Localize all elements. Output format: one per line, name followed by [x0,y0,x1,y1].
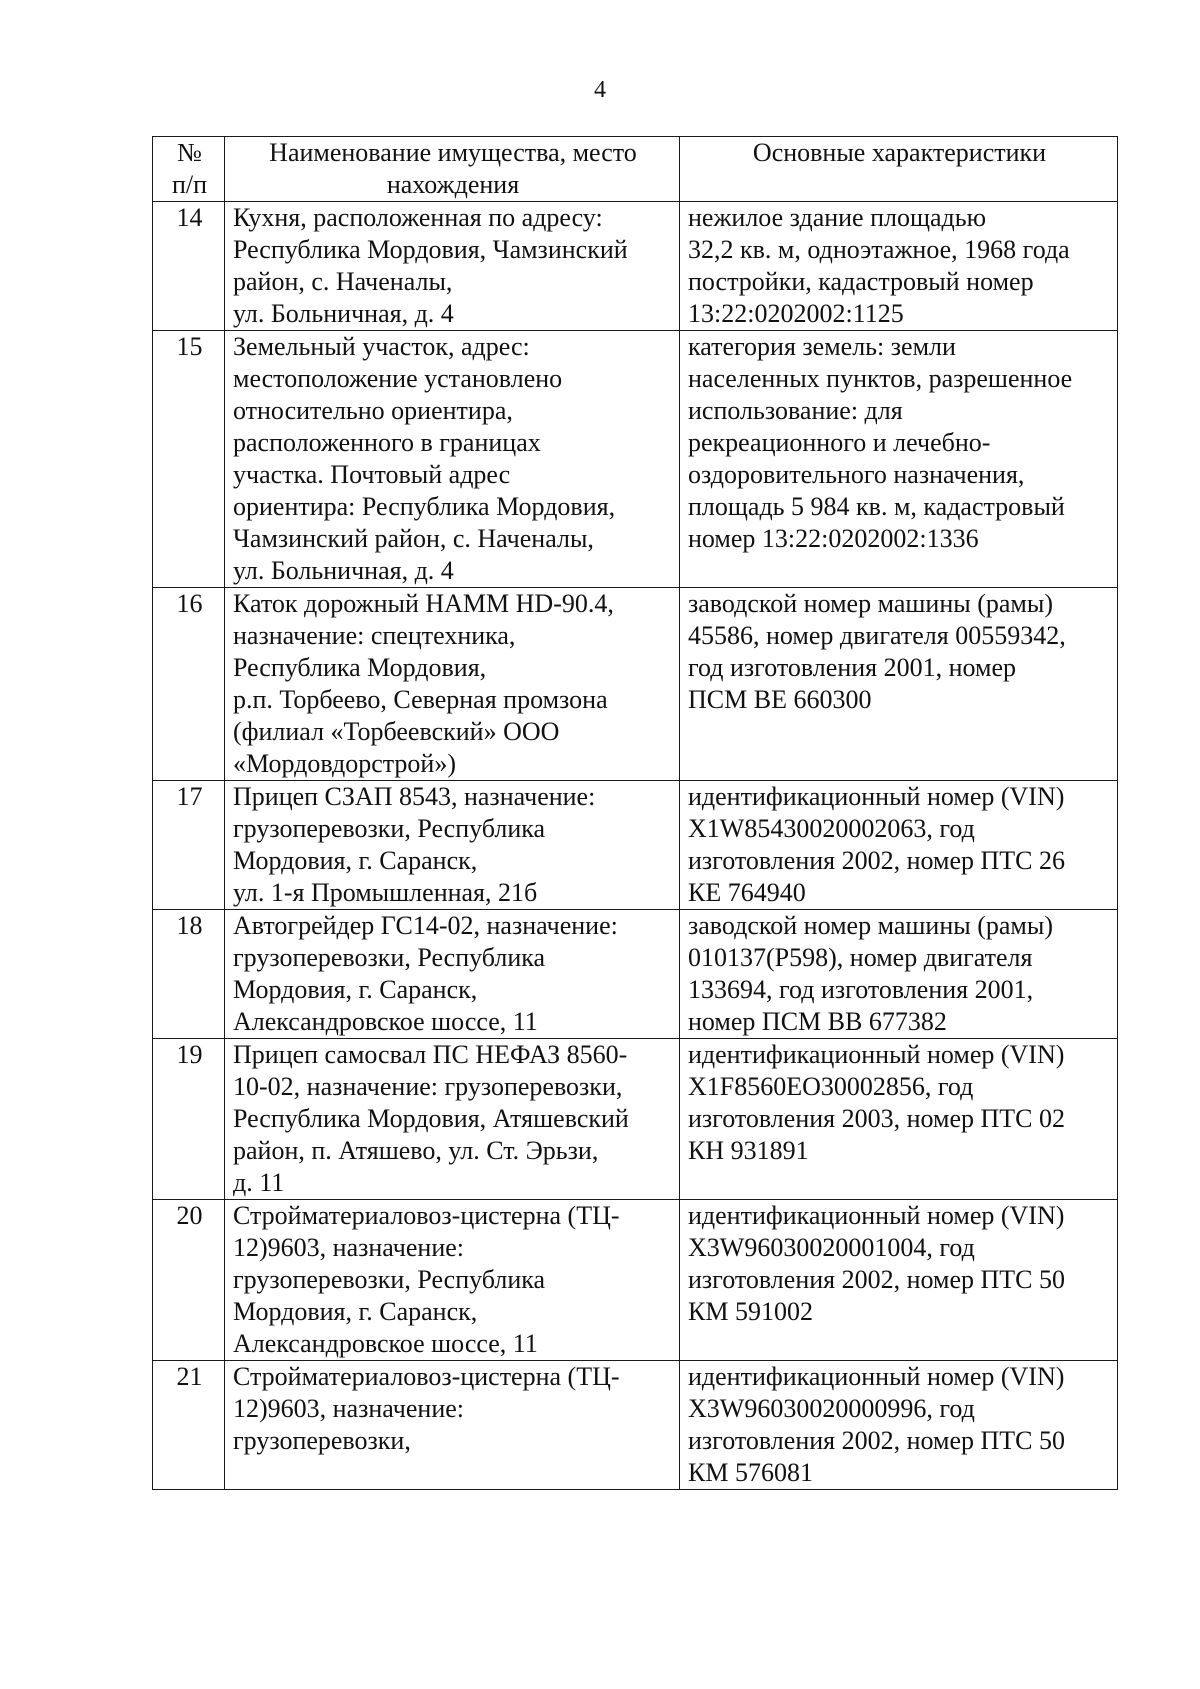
table-row [153,1200,1118,1361]
property-name-line: д. 11 [233,1168,285,1197]
property-name-line: 12)9603, назначение: [233,1394,465,1423]
property-name-line: Мордовия, г. Саранск, [233,1297,478,1326]
row-number: 19 [153,1039,225,1200]
characteristics-line: населенных пунктов, разрешенное [688,364,1073,393]
characteristics-line: 010137(Р598), номер двигателя [688,943,1033,972]
characteristics-cell [680,1200,1118,1361]
characteristics-line: идентификационный номер (VIN) [688,1201,1065,1230]
header-property-name: Наименование имущества, место нахождения [225,137,680,202]
row-number: 15 [153,331,225,588]
property-name-line: Александровское шоссе, 11 [233,1329,538,1358]
header-characteristics: Основные характеристики [680,137,1118,202]
characteristics-line: изготовления 2002, номер ПТС 50 [688,1426,1066,1455]
table-row [153,202,1118,331]
property-name-line: ул. Больничная, д. 4 [233,299,454,328]
characteristics-cell [680,588,1118,781]
characteristics-line: 133694, год изготовления 2001, [688,975,1034,1004]
property-name-line: 12)9603, назначение: [233,1233,465,1262]
property-name-line: Прицеп СЗАП 8543, назначение: [233,782,596,811]
property-name-cell [225,1039,680,1200]
property-name-cell [225,1361,680,1490]
row-number: 14 [153,202,225,331]
characteristics-line: X1F8560EO30002856, год [688,1072,974,1101]
property-name-line: (филиал «Торбеевский» ООО [233,717,560,746]
characteristics-line: изготовления 2002, номер ПТС 50 [688,1265,1066,1294]
property-name-line: Кухня, расположенная по адресу: [233,203,603,232]
property-name-line: Стройматериаловоз-цистерна (ТЦ- [233,1201,620,1230]
characteristics-cell [680,1039,1118,1200]
property-name-cell [225,1200,680,1361]
characteristics-line: использование: для [688,396,903,425]
property-name-cell [225,781,680,910]
property-name-line: назначение: спецтехника, [233,621,516,650]
row-number: 18 [153,910,225,1039]
characteristics-line: ПСМ ВЕ 660300 [688,685,872,714]
header-number: № п/п [153,137,225,202]
property-name-line: район, п. Атяшево, ул. Ст. Эрьзи, [233,1136,599,1165]
property-name-line: Каток дорожный HAMM HD-90.4, [233,589,614,618]
characteristics-line: изготовления 2002, номер ПТС 26 [688,846,1066,875]
property-name-line: Чамзинский район, с. Наченалы, [233,524,594,553]
characteristics-line: 13:22:0202002:1125 [688,299,904,328]
characteristics-line: постройки, кадастровый номер [688,267,1034,296]
characteristics-line: рекреационного и лечебно- [688,428,991,457]
property-name-line: Республика Мордовия, Атяшевский [233,1104,629,1133]
characteristics-line: нежилое здание площадью [688,203,987,232]
characteristics-line: номер 13:22:0202002:1336 [688,524,979,553]
characteristics-line: заводской номер машины (рамы) [688,911,1053,940]
property-name-line: грузоперевозки, Республика [233,1265,546,1294]
property-name-cell [225,202,680,331]
characteristics-line: заводской номер машины (рамы) [688,589,1053,618]
property-name-line: относительно ориентира, [233,396,513,425]
characteristics-line: изготовления 2003, номер ПТС 02 [688,1104,1066,1133]
characteristics-cell [680,910,1118,1039]
row-number: 16 [153,588,225,781]
property-name-line: Прицеп самосвал ПС НЕФАЗ 8560- [233,1040,628,1069]
characteristics-line: КМ 576081 [688,1458,813,1487]
table-body [153,202,1118,1490]
property-name-line: ориентира: Республика Мордовия, [233,492,616,521]
property-name-line: Республика Мордовия, Чамзинский [233,235,628,264]
characteristics-line: идентификационный номер (VIN) [688,1040,1065,1069]
property-name-line: участка. Почтовый адрес [233,460,511,489]
property-name-cell [225,331,680,588]
characteristics-line: номер ПСМ ВВ 677382 [688,1007,947,1036]
characteristics-line: категория земель: земли [688,332,956,361]
property-name-cell [225,910,680,1039]
property-table [152,136,1118,1490]
characteristics-line: оздоровительного назначения, [688,460,1025,489]
table-row [153,781,1118,910]
table-row [153,910,1118,1039]
property-name-cell [225,588,680,781]
characteristics-line: КМ 591002 [688,1297,813,1326]
property-name-line: Стройматериаловоз-цистерна (ТЦ- [233,1362,620,1391]
characteristics-cell [680,331,1118,588]
table-row [153,1039,1118,1200]
table-row [153,1361,1118,1490]
property-name-line: Мордовия, г. Саранск, [233,846,478,875]
property-name-line: Александровское шоссе, 11 [233,1007,538,1036]
characteristics-cell [680,781,1118,910]
characteristics-line: X3W96030020001004, год [688,1233,975,1262]
characteristics-line: площадь 5 984 кв. м, кадастровый [688,492,1065,521]
characteristics-line: идентификационный номер (VIN) [688,782,1065,811]
property-name-line: р.п. Торбеево, Северная промзона [233,685,608,714]
characteristics-line: X1W85430020002063, год [688,814,975,843]
property-name-line: грузоперевозки, [233,1426,411,1455]
characteristics-line: идентификационный номер (VIN) [688,1362,1065,1391]
property-name-line: ул. Больничная, д. 4 [233,556,454,585]
characteristics-line: 32,2 кв. м, одноэтажное, 1968 года [688,235,1070,264]
characteristics-line: год изготовления 2001, номер [688,653,1017,682]
property-name-line: 10-02, назначение: грузоперевозки, [233,1072,623,1101]
row-number: 21 [153,1361,225,1490]
characteristics-cell [680,202,1118,331]
property-name-line: грузоперевозки, Республика [233,943,546,972]
property-name-line: местоположение установлено [233,364,563,393]
characteristics-cell [680,1361,1118,1490]
property-name-line: грузоперевозки, Республика [233,814,546,843]
property-name-line: район, с. Наченалы, [233,267,453,296]
page-number: 4 [594,77,606,103]
property-name-line: Республика Мордовия, [233,653,487,682]
characteristics-line: X3W96030020000996, год [688,1394,975,1423]
property-name-line: ул. 1-я Промышленная, 21б [233,878,538,907]
property-name-line: расположенного в границах [233,428,541,457]
characteristics-line: 45586, номер двигателя 00559342, [688,621,1066,650]
row-number: 17 [153,781,225,910]
characteristics-line: КН 931891 [688,1136,809,1165]
table-row [153,331,1118,588]
property-name-line: Мордовия, г. Саранск, [233,975,478,1004]
table-row [153,588,1118,781]
row-number: 20 [153,1200,225,1361]
characteristics-line: КЕ 764940 [688,878,806,907]
property-name-line: Земельный участок, адрес: [233,332,530,361]
table-header-row [153,137,1118,202]
property-name-line: Автогрейдер ГС14-02, назначение: [233,911,618,940]
property-name-line: «Мордовдорстрой») [233,749,457,778]
